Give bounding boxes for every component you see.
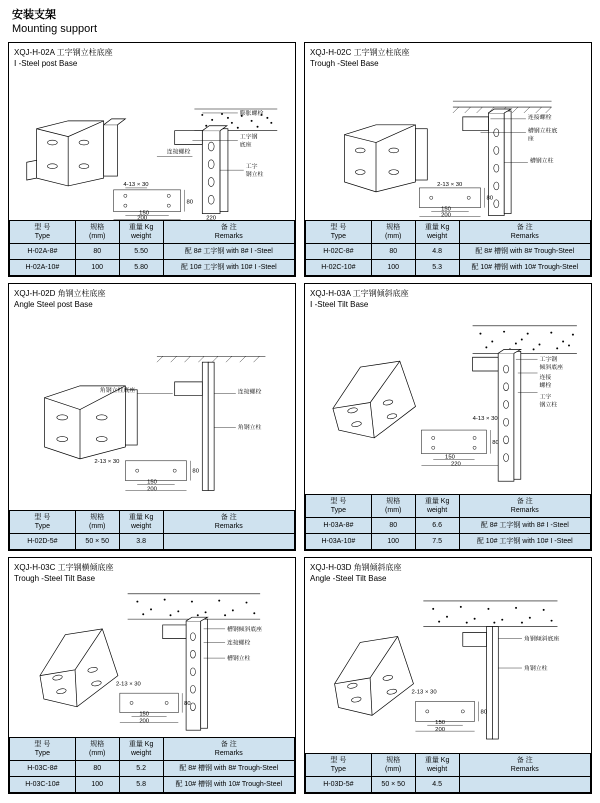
svg-text:2-13 × 30: 2-13 × 30 <box>437 181 463 188</box>
panel-xqj-h-03a <box>304 283 592 551</box>
svg-text:角钢倾斜底座: 角钢倾斜底座 <box>523 636 560 643</box>
table-row <box>306 518 591 534</box>
svg-text:200: 200 <box>137 215 148 220</box>
svg-text:200: 200 <box>139 718 150 725</box>
cell-weight: 4.5 <box>415 777 459 793</box>
svg-text:钢立柱: 钢立柱 <box>245 172 264 179</box>
header-remarks: 备 注 Remarks <box>459 495 590 518</box>
table-row <box>306 260 591 276</box>
svg-text:150: 150 <box>147 479 157 486</box>
page-title-en: Mounting support <box>12 23 97 35</box>
panel-title-cn: XQJ-H-02D 角钢立柱底座 <box>14 289 106 298</box>
header-spec: 规格 (mm) <box>75 738 119 761</box>
svg-text:200: 200 <box>441 212 451 219</box>
cell-type: H-03A-8# <box>306 518 372 534</box>
svg-text:200: 200 <box>435 727 446 734</box>
panel-title-en: Ⅰ -Steel post Base <box>14 59 78 68</box>
svg-text:工字钢: 工字钢 <box>539 357 558 364</box>
spec-table-02a <box>9 220 295 276</box>
svg-text:角钢立柱底座: 角钢立柱底座 <box>99 387 136 394</box>
table-row <box>10 244 295 260</box>
figure-xqj-h-02c <box>305 71 591 220</box>
svg-text:膨胀螺栓: 膨胀螺栓 <box>239 110 264 117</box>
header-type: 型 号 Type <box>10 511 76 534</box>
cell-type: H-02A-10# <box>10 260 76 276</box>
svg-text:连接螺栓: 连接螺栓 <box>166 149 191 156</box>
cell-remarks: 配 10# 工字钢 with 10# Ⅰ -Steel <box>163 260 294 276</box>
figure-xqj-h-03c <box>9 586 295 737</box>
cell-weight: 5.2 <box>119 761 163 777</box>
header-type: 型 号 Type <box>306 221 372 244</box>
svg-text:80: 80 <box>184 700 191 707</box>
cell-type: H-03A-10# <box>306 534 372 550</box>
page-title-cn: 安装支架 <box>12 9 56 21</box>
svg-text:80: 80 <box>486 195 494 202</box>
cell-type: H-03C-10# <box>10 777 76 793</box>
cell-spec: 100 <box>75 260 119 276</box>
panel-title-en: Angle -Steel Tilt Base <box>310 574 387 583</box>
cell-weight: 4.8 <box>415 244 459 260</box>
spec-table-03c <box>9 737 295 793</box>
figure-xqj-h-03d <box>305 586 591 753</box>
panel-title <box>9 284 295 312</box>
svg-text:150: 150 <box>139 711 150 718</box>
svg-text:150: 150 <box>445 454 455 461</box>
svg-text:200: 200 <box>147 486 157 493</box>
cell-remarks: 配 10# 工字钢 with 10# Ⅰ -Steel <box>459 534 590 550</box>
panel-title-en: Angle Steel post Base <box>14 300 93 309</box>
panel-title-cn: XQJ-H-03A 工字钢倾斜底座 <box>310 289 409 298</box>
panel-title-cn: XQJ-H-03D 角钢倾斜底座 <box>310 563 402 572</box>
spec-table-03d <box>305 753 591 793</box>
svg-text:螺栓: 螺栓 <box>539 382 552 389</box>
panel-title <box>9 43 295 71</box>
header-spec: 规格 (mm) <box>75 511 119 534</box>
cell-type: H-02A-8# <box>10 244 76 260</box>
cell-spec: 80 <box>371 244 415 260</box>
cell-spec: 100 <box>75 777 119 793</box>
table-row <box>306 534 591 550</box>
panel-xqj-h-02d <box>8 283 296 551</box>
svg-text:连接螺栓: 连接螺栓 <box>237 389 262 396</box>
panel-xqj-h-03c <box>8 557 296 794</box>
svg-text:220: 220 <box>450 461 461 468</box>
svg-text:底座: 底座 <box>239 142 252 149</box>
cell-type: H-03C-8# <box>10 761 76 777</box>
svg-text:80: 80 <box>186 199 194 206</box>
panel-title <box>305 284 591 312</box>
svg-text:工字: 工字 <box>539 394 552 401</box>
panel-title-cn: XQJ-H-03C 工字钢横倾底座 <box>14 563 114 572</box>
header-remarks: 备 注 Remarks <box>163 511 294 534</box>
cell-remarks <box>459 777 590 793</box>
table-row <box>10 260 295 276</box>
cell-remarks: 配 10# 槽钢 with 10# Trough-Steel <box>459 260 590 276</box>
svg-text:连接: 连接 <box>539 374 552 381</box>
header-type: 型 号 Type <box>10 221 76 244</box>
table-row <box>10 777 295 793</box>
panel-xqj-h-02a <box>8 42 296 277</box>
cell-weight: 5.50 <box>119 244 163 260</box>
svg-text:槽钢立柱底: 槽钢立柱底 <box>527 128 558 135</box>
cell-weight: 7.5 <box>415 534 459 550</box>
table-row <box>10 761 295 777</box>
panel-title-en: Trough -Steel Tilt Base <box>14 574 96 583</box>
svg-text:80: 80 <box>480 709 488 716</box>
svg-text:槽钢立柱: 槽钢立柱 <box>227 656 251 663</box>
header-spec: 规格 (mm) <box>75 221 119 244</box>
header-remarks: 备 注 Remarks <box>163 221 294 244</box>
svg-text:槽钢立柱: 槽钢立柱 <box>529 158 554 165</box>
svg-text:150: 150 <box>139 210 150 217</box>
cell-spec: 80 <box>75 761 119 777</box>
svg-text:2-13 × 30: 2-13 × 30 <box>411 689 437 696</box>
figure-xqj-h-02d <box>9 312 295 510</box>
header-weight: 重量 Kg weight <box>119 511 163 534</box>
svg-text:2-13 × 30: 2-13 × 30 <box>94 458 120 465</box>
cell-weight: 5.80 <box>119 260 163 276</box>
panel-xqj-h-02c <box>304 42 592 277</box>
cell-type: H-02C-8# <box>306 244 372 260</box>
panel-title <box>305 43 591 71</box>
header-spec: 规格 (mm) <box>371 495 415 518</box>
panel-grid <box>8 42 592 794</box>
panel-title-en: Ⅰ -Steel Tilt Base <box>310 300 369 309</box>
header-type: 型 号 Type <box>306 754 372 777</box>
panel-title-cn: XQJ-H-02C 工字钢立柱底座 <box>310 48 410 57</box>
figure-xqj-h-02a <box>9 71 295 220</box>
svg-text:150: 150 <box>441 206 451 213</box>
cell-remarks: 配 8# 工字钢 with 8# Ⅰ -Steel <box>163 244 294 260</box>
cell-spec: 50 × 50 <box>371 777 415 793</box>
header-weight: 重量 Kg weight <box>119 738 163 761</box>
spec-table-02d <box>9 510 295 550</box>
header-remarks: 备 注 Remarks <box>163 738 294 761</box>
header-weight: 重量 Kg weight <box>415 221 459 244</box>
svg-text:4-13 × 30: 4-13 × 30 <box>472 416 498 423</box>
header-spec: 规格 (mm) <box>371 754 415 777</box>
svg-text:工字钢: 工字钢 <box>239 134 258 141</box>
svg-text:4-13 × 30: 4-13 × 30 <box>123 181 149 188</box>
header-weight: 重量 Kg weight <box>415 754 459 777</box>
cell-weight: 6.6 <box>415 518 459 534</box>
svg-text:槽钢倾斜底座: 槽钢倾斜底座 <box>227 626 262 633</box>
header-weight: 重量 Kg weight <box>119 221 163 244</box>
cell-type: H-02C-10# <box>306 260 372 276</box>
cell-remarks: 配 10# 槽钢 with 10# Trough-Steel <box>163 777 294 793</box>
svg-text:工字: 工字 <box>245 164 258 171</box>
cell-weight: 5.8 <box>119 777 163 793</box>
svg-text:80: 80 <box>192 468 200 475</box>
cell-spec: 100 <box>371 534 415 550</box>
svg-text:角钢立柱: 角钢立柱 <box>523 665 548 672</box>
svg-text:2-13 × 30: 2-13 × 30 <box>115 681 141 688</box>
svg-text:150: 150 <box>435 720 446 727</box>
cell-spec: 100 <box>371 260 415 276</box>
panel-title <box>305 558 591 586</box>
cell-remarks: 配 8# 工字钢 with 8# Ⅰ -Steel <box>459 518 590 534</box>
cell-type: H-03D-5# <box>306 777 372 793</box>
panel-title-cn: XQJ-H-02A 工字钢立柱底座 <box>14 48 113 57</box>
panel-xqj-h-03d <box>304 557 592 794</box>
svg-text:钢立柱: 钢立柱 <box>539 402 558 409</box>
cell-spec: 80 <box>371 518 415 534</box>
svg-text:连接螺栓: 连接螺栓 <box>227 640 251 647</box>
svg-text:80: 80 <box>492 439 499 446</box>
panel-title <box>9 558 295 586</box>
svg-text:220: 220 <box>206 215 217 220</box>
cell-spec: 50 × 50 <box>75 534 119 550</box>
header-remarks: 备 注 Remarks <box>459 221 590 244</box>
panel-title-en: Trough -Steel Base <box>310 59 379 68</box>
svg-text:连接螺栓: 连接螺栓 <box>527 114 552 121</box>
cell-weight: 5.3 <box>415 260 459 276</box>
figure-xqj-h-03a <box>305 312 591 494</box>
header-remarks: 备 注 Remarks <box>459 754 590 777</box>
header-type: 型 号 Type <box>306 495 372 518</box>
cell-remarks <box>163 534 294 550</box>
table-row <box>306 244 591 260</box>
svg-text:倾斜底座: 倾斜底座 <box>539 365 564 372</box>
svg-text:座: 座 <box>527 136 534 143</box>
table-row <box>306 777 591 793</box>
cell-weight: 3.8 <box>119 534 163 550</box>
spec-table-02c <box>305 220 591 276</box>
cell-type: H-02D-5# <box>10 534 76 550</box>
cell-spec: 80 <box>75 244 119 260</box>
header-weight: 重量 Kg weight <box>415 495 459 518</box>
spec-table-03a <box>305 494 591 550</box>
page-title <box>12 8 592 36</box>
header-spec: 规格 (mm) <box>371 221 415 244</box>
header-type: 型 号 Type <box>10 738 76 761</box>
table-row <box>10 534 295 550</box>
svg-text:角钢立柱: 角钢立柱 <box>237 425 262 432</box>
cell-remarks: 配 8# 槽钢 with 8# Trough-Steel <box>459 244 590 260</box>
cell-remarks: 配 8# 槽钢 with 8# Trough-Steel <box>163 761 294 777</box>
